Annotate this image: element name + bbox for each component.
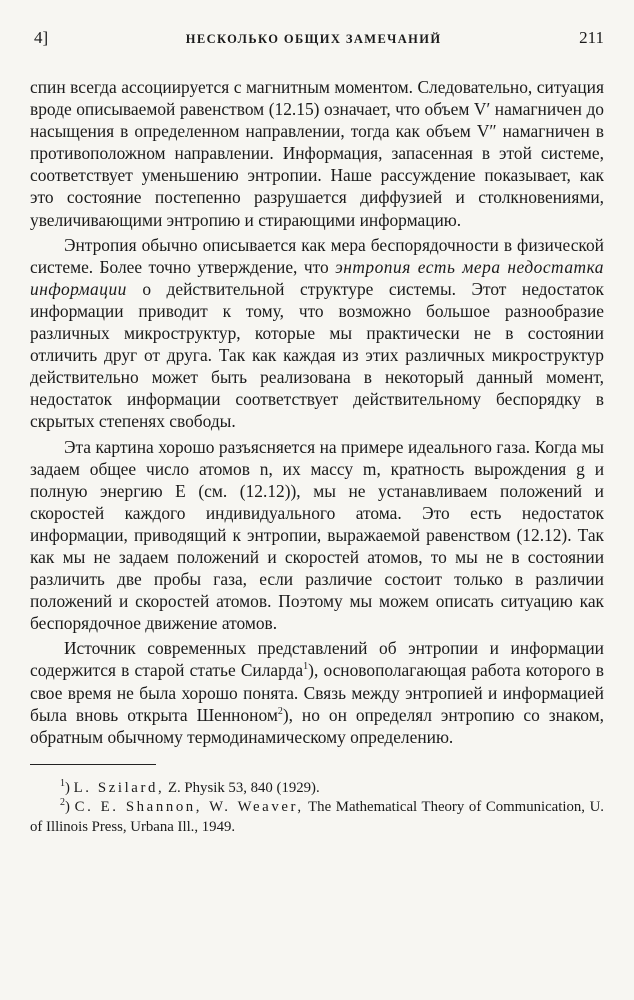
page-number: 211 [579, 28, 604, 47]
footnote-text: Z. Physik 53, 840 (1929). [164, 779, 320, 796]
paragraph-4-part-2: ), основополагающая работа которого в свое время не была хорошо понята. Связь между энтропией и информацией была вновь открыта Шенноном [30, 660, 604, 725]
paragraph-4-part-1: Источник современных представлений об энтропии и информации содержится в старой статье Силарда [30, 638, 604, 681]
paragraph-2-start: Энтропия обычно описывается как мера беспорядочности в физической системе. Более точно утверждение, что [30, 234, 604, 277]
book-page [30, 28, 604, 837]
running-title: НЕСКОЛЬКО ОБЩИХ ЗАМЕЧАНИЙ [185, 32, 442, 46]
footnote-author: L. Szilard, [73, 779, 165, 796]
paragraph-1: спин всегда ассоциируется с магнитным моментом. Следовательно, ситуация вроде описываемой равенством (12.15) означает, что объем V′ намагничен до насыщения в определенном направлении, тогда как объем V″ намагничен в противоположном направлении. Информация, запасенная в этой системе, соответствует уменьшению энтропии. Наше рассуждение показывает, как это состояние постепенно разрушается диффузией и столкновениями, увеличивающими энтропию и стирающими информацию. [30, 77, 604, 230]
footnote-ref-2: 2 [277, 705, 283, 717]
footnote-ref-1: 1 [303, 661, 309, 673]
paragraph-4-part-3: ), но он определял энтропию со знаком, обратным обычному термодинамическому определению. [30, 704, 604, 747]
footnote-marker: 1 [60, 777, 65, 789]
footnote-marker: 2 [60, 797, 65, 809]
chapter-number: 4] [34, 28, 49, 47]
footnote-2: $^2$) C. E. Shannon, W. Weaver, The Mathematical Theory of Communication, U. of Illinois Press, Urbana Ill., 1949. [30, 797, 605, 835]
running-header [30, 28, 604, 52]
paragraph-2-end: о действительной структуре системы. Этот недостаток информации приводит к тому, что возможно большое разнообразие различных микроструктур, которые мы практически не в состоянии отличить друг от друга. Так как каждая из этих различных микроструктур действительно может быть реализована в некоторый данный момент, недостаток информации соответствует действительному беспорядку в скрытых степенях свободы. [30, 278, 604, 432]
paragraph-2 [30, 234, 604, 433]
footnote-text: The Mathematical Theory of Communication, U. of Illinois Press, Urbana Ill., 1949. [30, 799, 605, 835]
emphasized-definition: энтропия есть мера недостатка информации [30, 256, 604, 299]
paragraph-3: Эта картина хорошо разъясняется на примере идеального газа. Когда мы задаем общее число атомов n, их массу m, кратность вырождения g и полную энергию E (см. (12.12)), мы не устанавливаем положений и скоростей каждого индивидуального атома. Это есть недостаток информации, приводящий к энтропии, выражаемой равенством (12.12). Так как мы не задаем положений и скоростей атомов, то мы не в состоянии различить две пробы газа, если различие состоит только в различии положений и скоростей атомов. Поэтому мы можем описать ситуацию как беспорядочное движение атомов. [30, 436, 604, 634]
footnote-author: C. E. Shannon, W. Weaver, [74, 799, 304, 816]
main-text [30, 76, 604, 748]
footnote-1: $^1$) L. Szilard, Z. Physik 53, 840 (1929). [60, 777, 320, 796]
paragraph-4 [30, 637, 604, 747]
footnote-divider [30, 764, 156, 765]
